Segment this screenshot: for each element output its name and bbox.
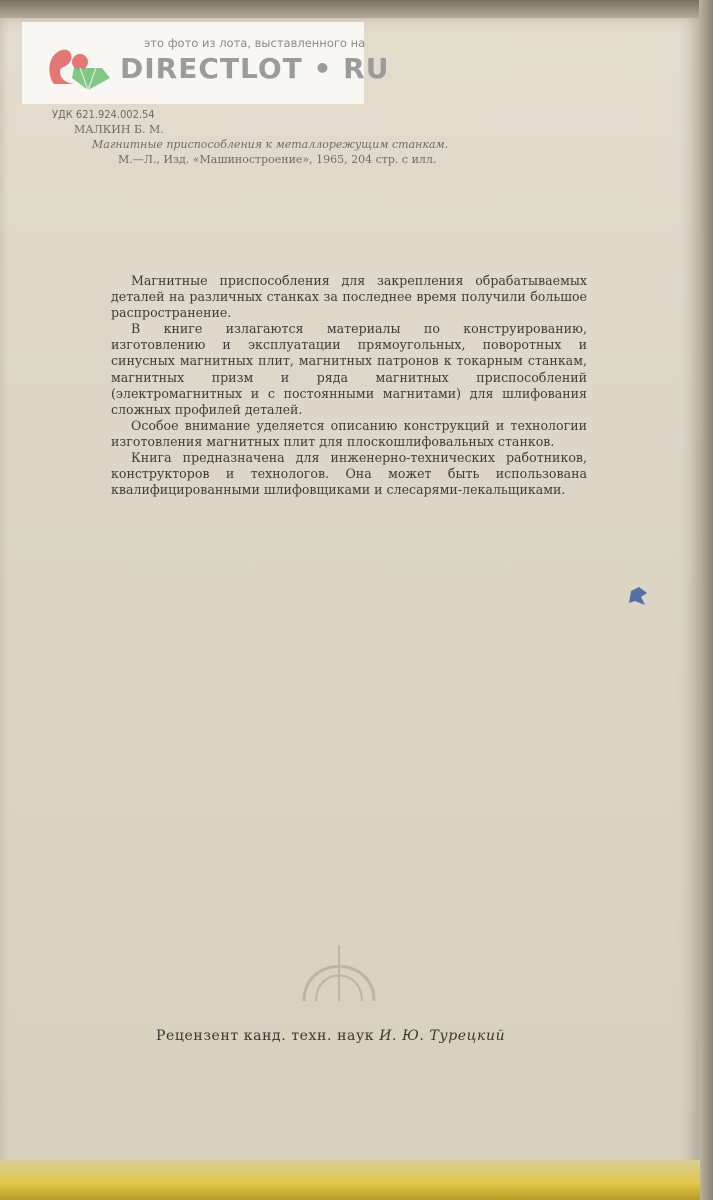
annotation: [111, 273, 587, 498]
book-page: [0, 18, 700, 1183]
book-title: Магнитные приспособления к металлорежущим станкам.: [92, 138, 449, 151]
publisher-emblem-icon: [294, 935, 384, 1005]
annotation-paragraph: Особое внимание уделяется описанию конструкций и технологии изготовления магнитных плит для плоскошлифовальных станков.: [111, 417, 587, 449]
annotation-paragraph: Книга предназначена для инженерно-технических работников, конструкторов и технологов. Она может быть использована квалифицированными шлифовщиками и слесарями-лекальщиками.: [111, 450, 587, 498]
squirrel-logo-icon: [44, 40, 116, 92]
ink-stamp-icon: [627, 585, 651, 607]
watermark: [22, 22, 390, 104]
reviewer-name: И. Ю. Турецкий: [379, 1028, 506, 1044]
top-edge: [0, 0, 713, 20]
watermark-caption: это фото из лота, выставленного на: [144, 36, 366, 50]
imprint: М.—Л., Изд. «Машиностроение», 1965, 204 стр. с илл.: [118, 153, 437, 166]
watermark-brand: DIRECTLOT • RU: [120, 52, 390, 85]
udk-code: УДК 621.924.002.54: [52, 108, 155, 121]
right-edge: [699, 0, 713, 1200]
reviewer-label: Рецензент канд. техн. наук: [156, 1028, 375, 1044]
bibliographic-record: [52, 107, 448, 167]
reviewer-line: [156, 1028, 505, 1044]
cover-edge: [0, 1160, 700, 1200]
author: МАЛКИН Б. М.: [74, 123, 164, 136]
annotation-paragraph: Магнитные приспособления для закрепления обрабатываемых деталей на различных станках за последнее время получили большое распространение.: [111, 273, 587, 321]
annotation-paragraph: В книге излагаются материалы по конструированию, изготовлению и эксплуатации прямоугольных, поворотных и синусных магнитных плит, магнитных патронов к токарным станкам, магнитных призм и ряда магнитных приспособлений (электромагнитных и с постоянными магнитами) для шлифования сложных профилей деталей.: [111, 321, 587, 417]
